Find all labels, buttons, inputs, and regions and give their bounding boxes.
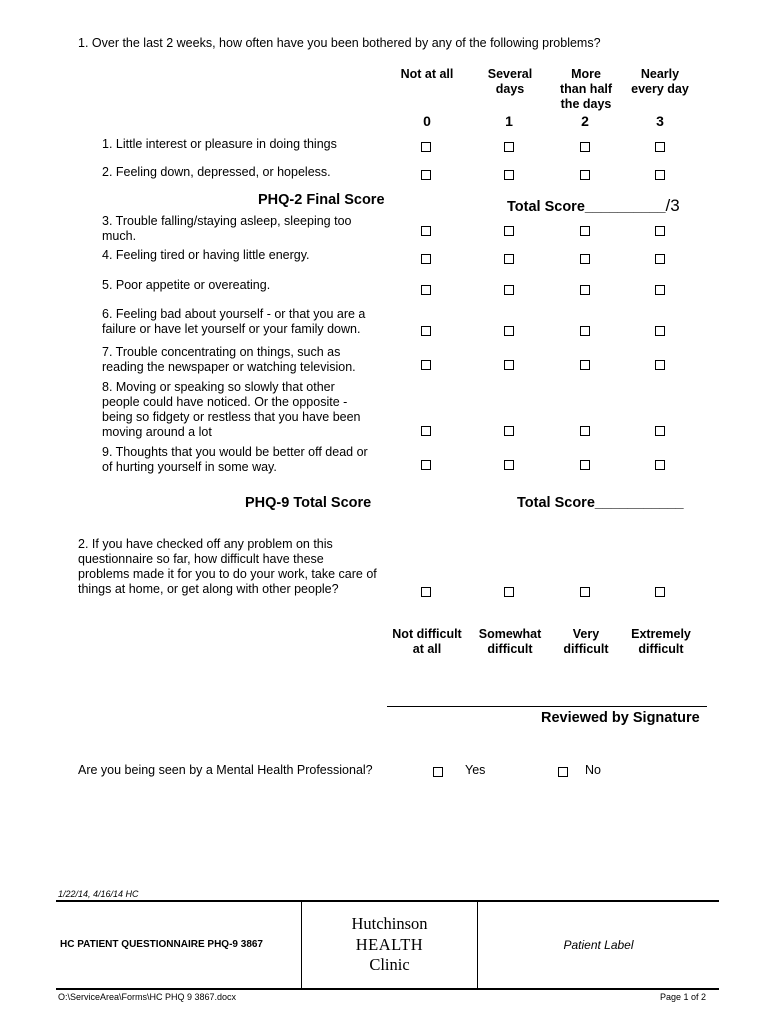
item-4-text: 4. Feeling tired or having little energy. <box>102 248 310 262</box>
question2-text: 2. If you have checked off any problem on this questionnaire so far, how difficult have these problems made it for you to do your work, take care of things at home, or get along with other people? <box>78 537 377 596</box>
item-2-checkbox-3[interactable] <box>655 170 665 180</box>
item-9-checkbox-1[interactable] <box>504 460 514 470</box>
item-8-checkbox-0[interactable] <box>421 426 431 436</box>
score-2: 2 <box>581 113 589 129</box>
column-header-not-at-all: Not at all <box>400 67 454 81</box>
signature-line[interactable] <box>387 706 707 707</box>
item-8-checkbox-2[interactable] <box>580 426 590 436</box>
mental-health-no-checkbox[interactable] <box>558 767 568 777</box>
item-9-checkbox-2[interactable] <box>580 460 590 470</box>
item-4-checkbox-2[interactable] <box>580 254 590 264</box>
footer-bottom-rule <box>56 988 719 990</box>
mental-health-yes-checkbox[interactable] <box>433 767 443 777</box>
item-6-checkbox-0[interactable] <box>421 326 431 336</box>
item-2-text: 2. Feeling down, depressed, or hopeless. <box>102 165 331 179</box>
file-path: O:\ServiceArea\Forms\HC PHQ 9 3867.docx <box>58 992 237 1002</box>
item-8-checkbox-3[interactable] <box>655 426 665 436</box>
item-7-checkbox-2[interactable] <box>580 360 590 370</box>
column-header-nearly-every-day: Nearly every day <box>631 67 689 96</box>
item-9-checkbox-3[interactable] <box>655 460 665 470</box>
column-header-more-than-half: More than half the days <box>559 67 613 111</box>
item-4-checkbox-0[interactable] <box>421 254 431 264</box>
item-3-checkbox-0[interactable] <box>421 226 431 236</box>
item-7-checkbox-3[interactable] <box>655 360 665 370</box>
revision-dates: 1/22/14, 4/16/14 HC <box>58 889 139 899</box>
item-7-text: 7. Trouble concentrating on things, such as reading the newspaper or watching television. <box>102 345 356 374</box>
reviewed-by-signature-label: Reviewed by Signature <box>541 710 700 726</box>
column-header-several-days: Several days <box>487 67 533 96</box>
difficulty-label-very: Very difficult <box>563 627 609 656</box>
item-4-checkbox-1[interactable] <box>504 254 514 264</box>
item-1-checkbox-2[interactable] <box>580 142 590 152</box>
item-8-text: 8. Moving or speaking so slowly that other people could have noticed. Or the opposite - being so fidgety or restless that you have been moving around a lot <box>102 380 361 439</box>
page-number: Page 1 of 2 <box>660 992 707 1002</box>
difficulty-checkbox-not-difficult[interactable] <box>421 587 431 597</box>
difficulty-checkbox-very[interactable] <box>580 587 590 597</box>
score-3: 3 <box>656 113 664 129</box>
item-7-checkbox-0[interactable] <box>421 360 431 370</box>
item-3-checkbox-3[interactable] <box>655 226 665 236</box>
item-1-checkbox-0[interactable] <box>421 142 431 152</box>
item-1-text: 1. Little interest or pleasure in doing things <box>102 137 337 151</box>
question1-prompt: 1. Over the last 2 weeks, how often have you been bothered by any of the following problems? <box>78 36 601 50</box>
item-9-checkbox-0[interactable] <box>421 460 431 470</box>
item-5-checkbox-1[interactable] <box>504 285 514 295</box>
item-6-checkbox-3[interactable] <box>655 326 665 336</box>
item-5-checkbox-3[interactable] <box>655 285 665 295</box>
patient-label: Patient Label <box>563 938 634 952</box>
item-8-checkbox-1[interactable] <box>504 426 514 436</box>
item-3-checkbox-2[interactable] <box>580 226 590 236</box>
phq2-total-score[interactable] <box>507 196 680 216</box>
item-9-text: 9. Thoughts that you would be better off dead or of hurting yourself in some way. <box>102 445 368 474</box>
phq2-final-score-label: PHQ-2 Final Score <box>258 192 385 208</box>
phq9-total-score-label: PHQ-9 Total Score <box>245 495 372 511</box>
item-5-text: 5. Poor appetite or overeating. <box>102 278 271 292</box>
difficulty-checkbox-extremely[interactable] <box>655 587 665 597</box>
difficulty-checkbox-somewhat[interactable] <box>504 587 514 597</box>
difficulty-label-extremely: Extremely difficult <box>631 627 691 656</box>
item-2-checkbox-2[interactable] <box>580 170 590 180</box>
mental-health-yes-label: Yes <box>465 763 486 777</box>
item-3-text: 3. Trouble falling/staying asleep, sleeping too much. <box>102 214 352 243</box>
item-3-checkbox-1[interactable] <box>504 226 514 236</box>
item-1-checkbox-3[interactable] <box>655 142 665 152</box>
form-title: HC PATIENT QUESTIONNAIRE PHQ-9 3867 <box>60 939 263 950</box>
phq2-total-score-label: Total Score__________ <box>507 199 666 215</box>
hutchinson-health-logo: Hutchinson HEALTH Clinic <box>351 914 428 974</box>
footer-top-rule <box>56 900 719 902</box>
score-1: 1 <box>505 113 513 129</box>
mental-health-question: Are you being seen by a Mental Health Professional? <box>78 763 373 777</box>
item-7-checkbox-1[interactable] <box>504 360 514 370</box>
phq9-total-score[interactable]: Total Score___________ <box>517 495 684 511</box>
score-0: 0 <box>423 113 431 129</box>
item-1-checkbox-1[interactable] <box>504 142 514 152</box>
difficulty-label-somewhat: Somewhat difficult <box>478 627 542 656</box>
item-6-checkbox-2[interactable] <box>580 326 590 336</box>
phq2-out-of: /3 <box>665 196 680 215</box>
mental-health-no-label: No <box>585 763 601 777</box>
item-5-checkbox-2[interactable] <box>580 285 590 295</box>
item-2-checkbox-0[interactable] <box>421 170 431 180</box>
item-6-checkbox-1[interactable] <box>504 326 514 336</box>
item-2-checkbox-1[interactable] <box>504 170 514 180</box>
item-6-text: 6. Feeling bad about yourself - or that you are a failure or have let yourself or your family down. <box>102 307 366 336</box>
item-5-checkbox-0[interactable] <box>421 285 431 295</box>
difficulty-label-not-difficult: Not difficult at all <box>392 627 462 656</box>
item-4-checkbox-3[interactable] <box>655 254 665 264</box>
